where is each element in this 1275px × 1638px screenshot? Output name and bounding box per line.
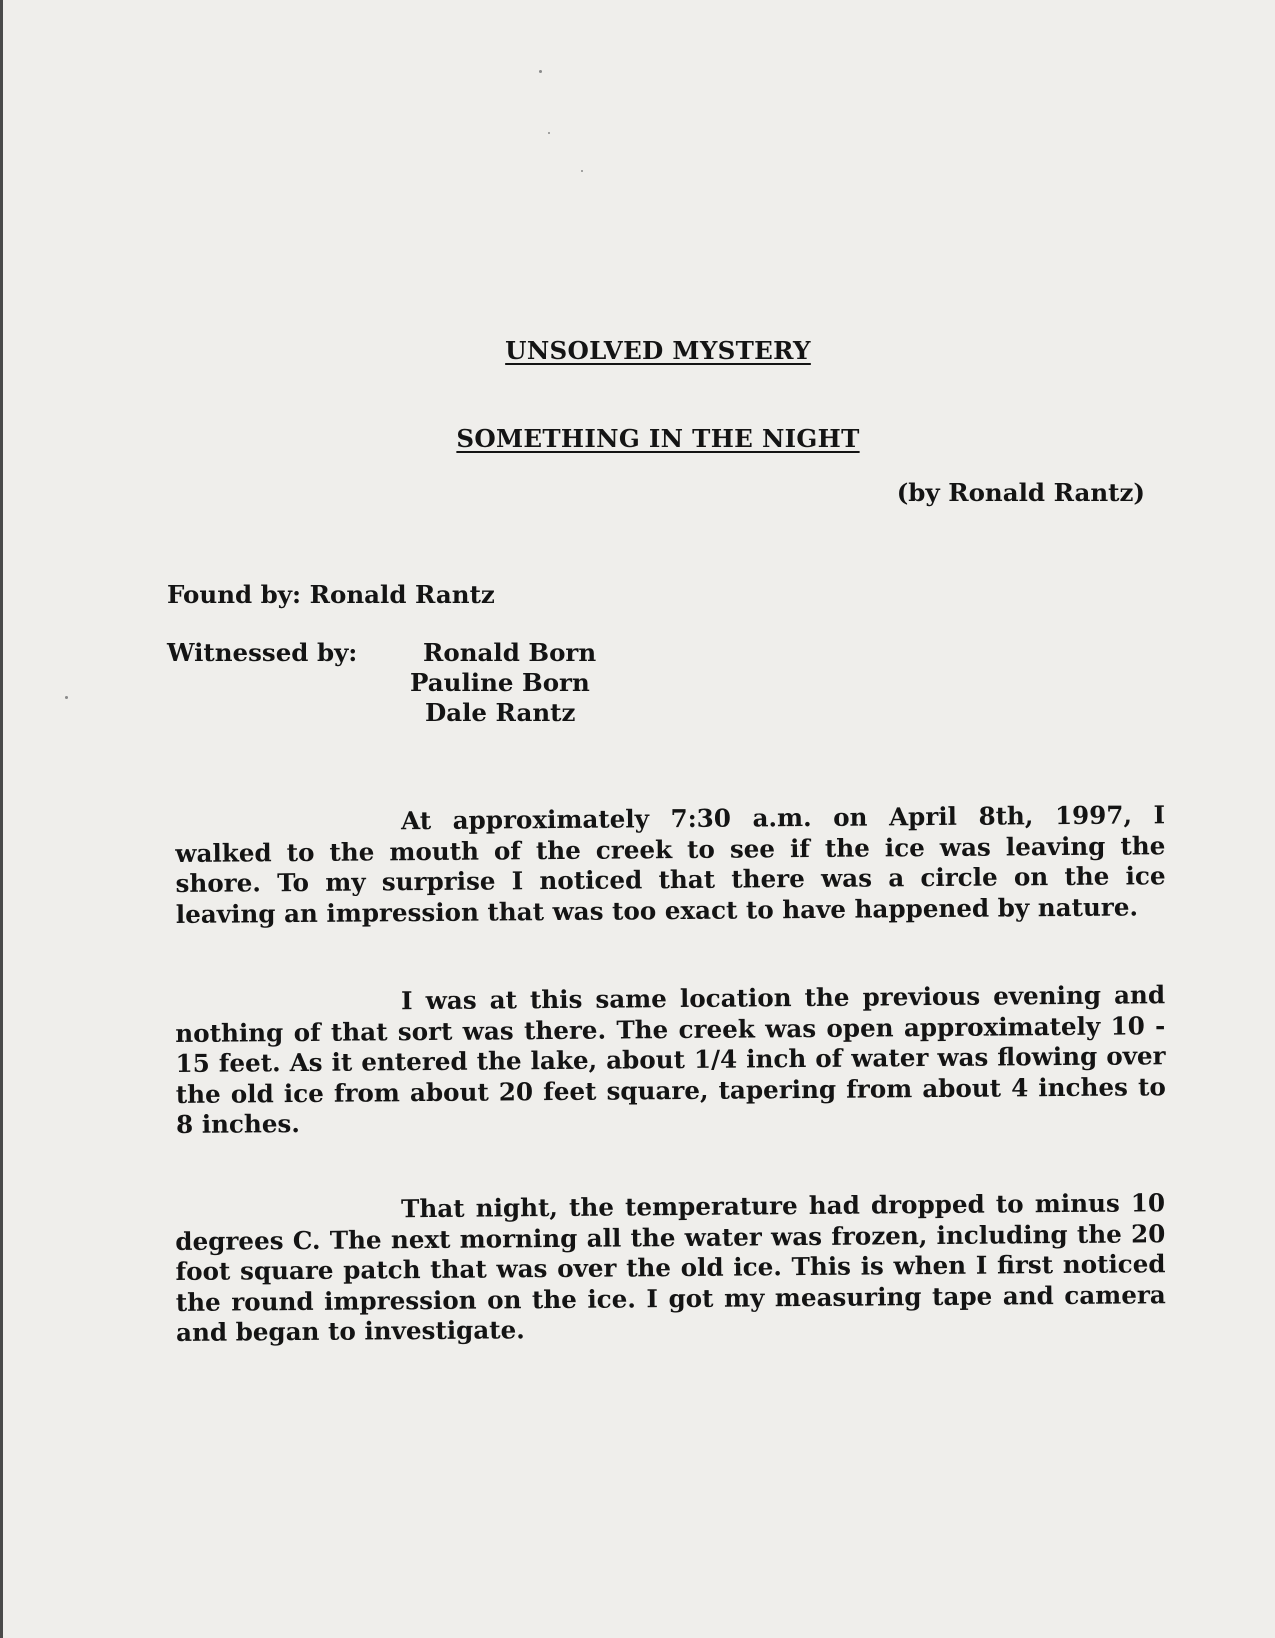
found-by-line (167, 580, 495, 609)
witness-name: Dale Rantz (425, 698, 576, 727)
byline: (by Ronald Rantz) (896, 478, 1145, 507)
body-paragraph: I was at this same location the previous evening and nothing of that sort was there. The creek was open approximately 10 - 15 feet. As it entered the lake, about 1/4 inch of water was flowing over the old ice from about 20 feet square, tapering from about 4 inches to 8 inches. (175, 980, 1166, 1139)
witness-name: Ronald Born (423, 638, 597, 667)
found-by-name: Ronald Rantz (309, 580, 495, 609)
dust-speck (548, 132, 550, 134)
dust-speck (65, 696, 68, 699)
body-paragraph: That night, the temperature had dropped to minus 10 degrees C. The next morning all the water was frozen, including the 20 foot square patch that was over the old ice. This is when I first noticed the round impression on the ice. I got my measuring tape and camera and began to investigate. (175, 1188, 1166, 1347)
document-title: UNSOLVED MYSTERY (505, 336, 811, 365)
dust-speck (539, 70, 542, 73)
witnessed-by-label: Witnessed by: (167, 638, 358, 667)
found-by-label: Found by: (167, 580, 302, 609)
dust-speck (581, 170, 583, 172)
body-paragraph: At approximately 7:30 a.m. on April 8th, 1997, I walked to the mouth of the creek to see if the ice was leaving the shore. To my surprise I noticed that there was a circle on the ice leaving an impression that was too exact to have happened by nature. (175, 800, 1166, 929)
document-subtitle: SOMETHING IN THE NIGHT (456, 424, 860, 453)
witness-name: Pauline Born (410, 668, 590, 697)
